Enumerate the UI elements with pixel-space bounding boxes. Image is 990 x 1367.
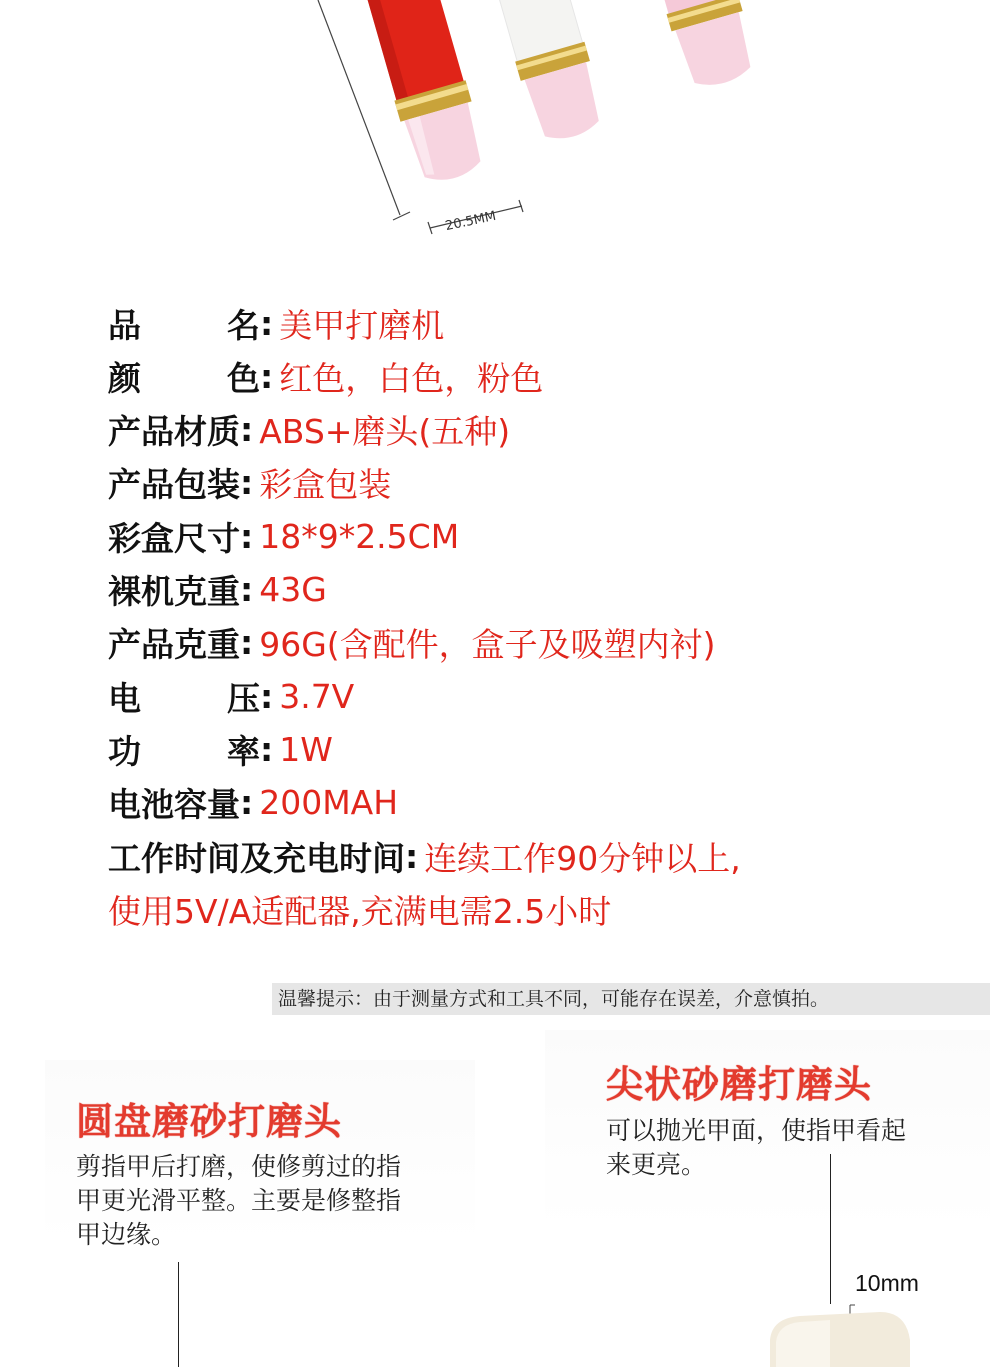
- spec-row: [108, 457, 391, 509]
- spec-row: [108, 510, 459, 562]
- spec-row: [108, 670, 354, 722]
- spec-value: 96G(含配件，盒子及吸塑内衬): [259, 625, 716, 665]
- spec-value: ABS+磨头(五种): [259, 412, 511, 452]
- spec-label: 颜 色: [108, 358, 260, 398]
- feature-right-desc: 可以抛光甲面，使指甲看起来更亮。: [606, 1116, 907, 1179]
- dimension-label: 20.5MM: [444, 208, 498, 235]
- spec-row: [108, 617, 716, 669]
- spec-row: [108, 723, 333, 775]
- spec-label: 电池容量: [108, 785, 240, 825]
- notice-banner: 温馨提示：由于测量方式和工具不同，可能存在误差，介意慎拍。: [272, 983, 990, 1015]
- spec-colon: :: [405, 836, 419, 876]
- spec-row: [108, 404, 510, 456]
- spec-label: 彩盒尺寸: [108, 518, 240, 558]
- spec-row: [108, 564, 327, 616]
- spec-value: 1W: [279, 729, 333, 769]
- spec-value: 200MAH: [259, 783, 399, 823]
- spec-colon: :: [260, 676, 274, 716]
- spec-colon: :: [240, 783, 254, 823]
- pink-pen: [650, 0, 760, 93]
- spec-label: 功 率: [108, 731, 260, 771]
- feature-right-title: 尖状砂磨打磨头: [606, 1063, 872, 1106]
- spec-row: [108, 830, 741, 882]
- spec-colon: :: [240, 463, 254, 503]
- spec-label: 产品包装: [108, 465, 240, 505]
- spec-colon: :: [240, 623, 254, 663]
- grinding-tip-illustration: [760, 1300, 930, 1367]
- spec-label: 产品材质: [108, 412, 240, 452]
- pointer-line-left: [178, 1262, 179, 1367]
- spec-colon: :: [260, 729, 274, 769]
- pointer-line-right: [830, 1154, 831, 1304]
- spec-row: [108, 350, 543, 402]
- spec-row: [108, 297, 444, 349]
- spec-colon: :: [260, 356, 274, 396]
- spec-value: 红色，白色，粉色: [279, 358, 544, 398]
- spec-colon: :: [240, 410, 254, 450]
- spec-value: 3.7V: [279, 676, 355, 716]
- spec-label: 品 名: [108, 305, 260, 345]
- white-pen: [485, 0, 609, 146]
- spec-label: 电 压: [108, 678, 260, 718]
- dimension-tick: [393, 212, 410, 220]
- spec-label: 工作时间及充电时间: [108, 838, 405, 878]
- spec-row: [108, 777, 398, 829]
- spec-value: 连续工作90分钟以上,: [424, 838, 741, 878]
- spec-continuation: 使用5V/A适配器,充满电需2.5小时: [108, 891, 612, 931]
- spec-colon: :: [240, 570, 254, 609]
- spec-label: 裸机克重: [108, 572, 240, 611]
- spec-label: 产品克重: [108, 625, 240, 665]
- spec-value: 美甲打磨机: [279, 305, 445, 345]
- product-illustration: [0, 0, 990, 260]
- red-pen: [354, 0, 491, 188]
- dimension-text-right: 10mm: [855, 1270, 919, 1296]
- spec-colon: :: [240, 516, 254, 556]
- feature-left-desc: 剪指甲后打磨，使修剪过的指甲更光滑平整。主要是修整指甲边缘。: [76, 1152, 402, 1249]
- spec-colon: :: [260, 303, 274, 343]
- feature-left-title: 圆盘磨砂打磨头: [76, 1100, 342, 1143]
- spec-value: 18*9*2.5CM: [259, 516, 460, 556]
- spec-value: 彩盒包装: [259, 465, 392, 505]
- spec-value: 43G: [259, 570, 327, 609]
